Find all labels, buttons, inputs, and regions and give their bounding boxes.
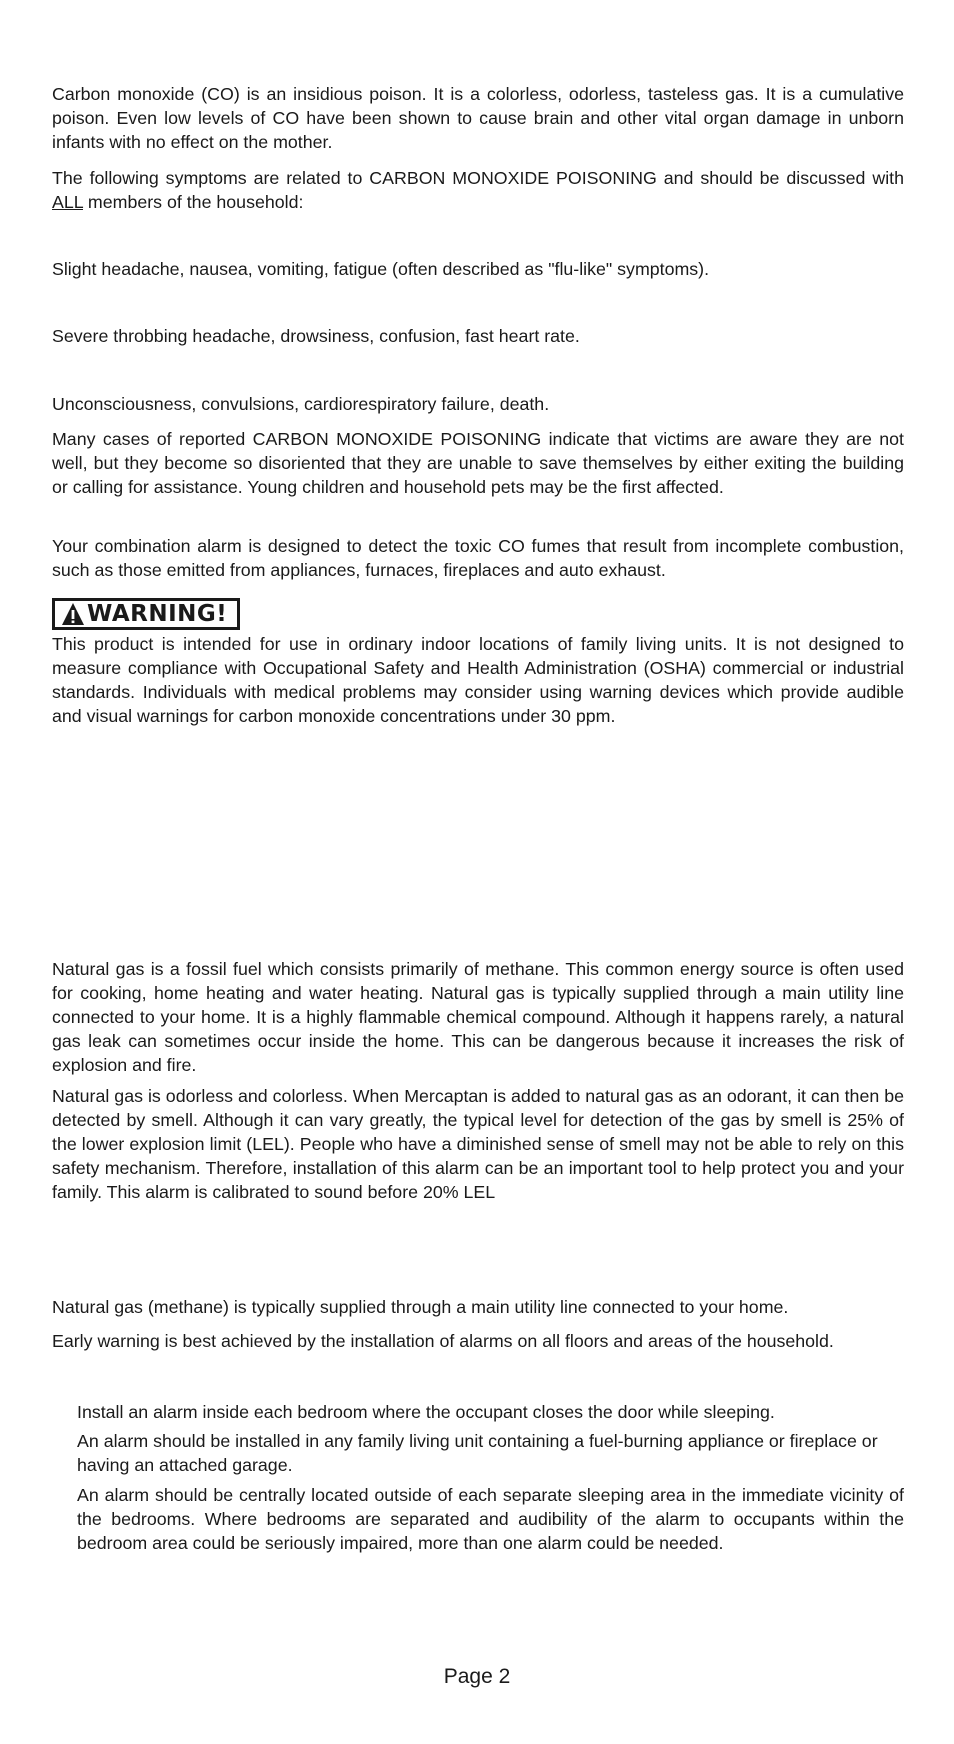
symptom-level-extreme: Unconsciousness, convulsions, cardiorespiratory failure, death. bbox=[52, 394, 550, 414]
warning-label: WARNING! bbox=[87, 601, 228, 627]
victims-paragraph: Many cases of reported CARBON MONOXIDE POISONING indicate that victims are aware they are not well, but they become so disoriented that they are unable to save themselves by either exiting the building or calling for assistance. Young children and household pets may be the first affected. bbox=[52, 429, 904, 497]
early-warning-paragraph: Early warning is best achieved by the installation of alarms on all floors and areas of the household. bbox=[52, 1331, 834, 1351]
symptoms-intro-text: The following symptoms are related to CARBON MONOXIDE POISONING and should be discussed with bbox=[52, 168, 904, 188]
installation-item-fuel-burning: An alarm should be installed in any family living unit containing a fuel-burning appliance or fireplace or having an attached garage. bbox=[77, 1431, 878, 1475]
installation-item-bedroom: Install an alarm inside each bedroom where the occupant closes the door while sleeping. bbox=[77, 1402, 775, 1422]
symptom-level-medium: Severe throbbing headache, drowsiness, confusion, fast heart rate. bbox=[52, 326, 580, 346]
symptom-level-mild: Slight headache, nausea, vomiting, fatigue (often described as "flu-like" symptoms). bbox=[52, 259, 710, 279]
co-intro-paragraph: Carbon monoxide (CO) is an insidious poison. It is a colorless, odorless, tasteless gas. It is a cumulative poison. Even low levels of CO have been shown to cause brain and other vital organ damage in unborn infants with no effect on the mother. bbox=[52, 84, 904, 152]
installation-item-sleeping-area: An alarm should be centrally located outside of each separate sleeping area in the immediate vicinity of the bedrooms. Where bedrooms are separated and audibility of the alarm to occupants within the bedroom area could be seriously impaired, more than one alarm could be needed. bbox=[77, 1485, 904, 1553]
page-number: Page 2 bbox=[443, 1665, 511, 1688]
warning-text: This product is intended for use in ordinary indoor locations of family living units. It is not designed to measure compliance with Occupational Safety and Health Administration (OSHA) commercial or industrial standards. Individuals with medical problems may consider using warning devices which provide audible and visual warnings for carbon monoxide concentrations under 30 ppm. bbox=[52, 634, 904, 726]
supply-line-paragraph: Natural gas (methane) is typically supplied through a main utility line connected to your home. bbox=[52, 1297, 789, 1317]
alarm-design-paragraph: Your combination alarm is designed to detect the toxic CO fumes that result from incomplete combustion, such as those emitted from appliances, furnaces, fireplaces and auto exhaust. bbox=[52, 536, 904, 580]
all-emphasis: ALL bbox=[52, 192, 83, 212]
symptoms-intro-paragraph bbox=[52, 166, 904, 214]
warning-badge bbox=[52, 598, 240, 630]
natural-gas-paragraph-1: Natural gas is a fossil fuel which consists primarily of methane. This common energy source is often used for cooking, home heating and water heating. Natural gas is typically supplied through a main utility line connected to your home. It is a highly flammable chemical compound. Although it happens rarely, a natural gas leak can sometimes occur inside the home. This can be dangerous because it increases the risk of explosion and fire. bbox=[52, 959, 904, 1075]
natural-gas-paragraph-2: Natural gas is odorless and colorless. When Mercaptan is added to natural gas as an odorant, it can then be detected by smell. Although it can vary greatly, the typical level for detection of the gas by smell is 25% of the lower explosion limit (LEL). People who have a diminished sense of smell may not be able to rely on this safety mechanism. Therefore, installation of this alarm can be an important tool to help protect you and your family. This alarm is calibrated to sound before 20% LEL bbox=[52, 1086, 904, 1202]
warning-triangle-icon bbox=[61, 602, 85, 626]
symptoms-intro-text-end: members of the household: bbox=[82, 192, 304, 212]
